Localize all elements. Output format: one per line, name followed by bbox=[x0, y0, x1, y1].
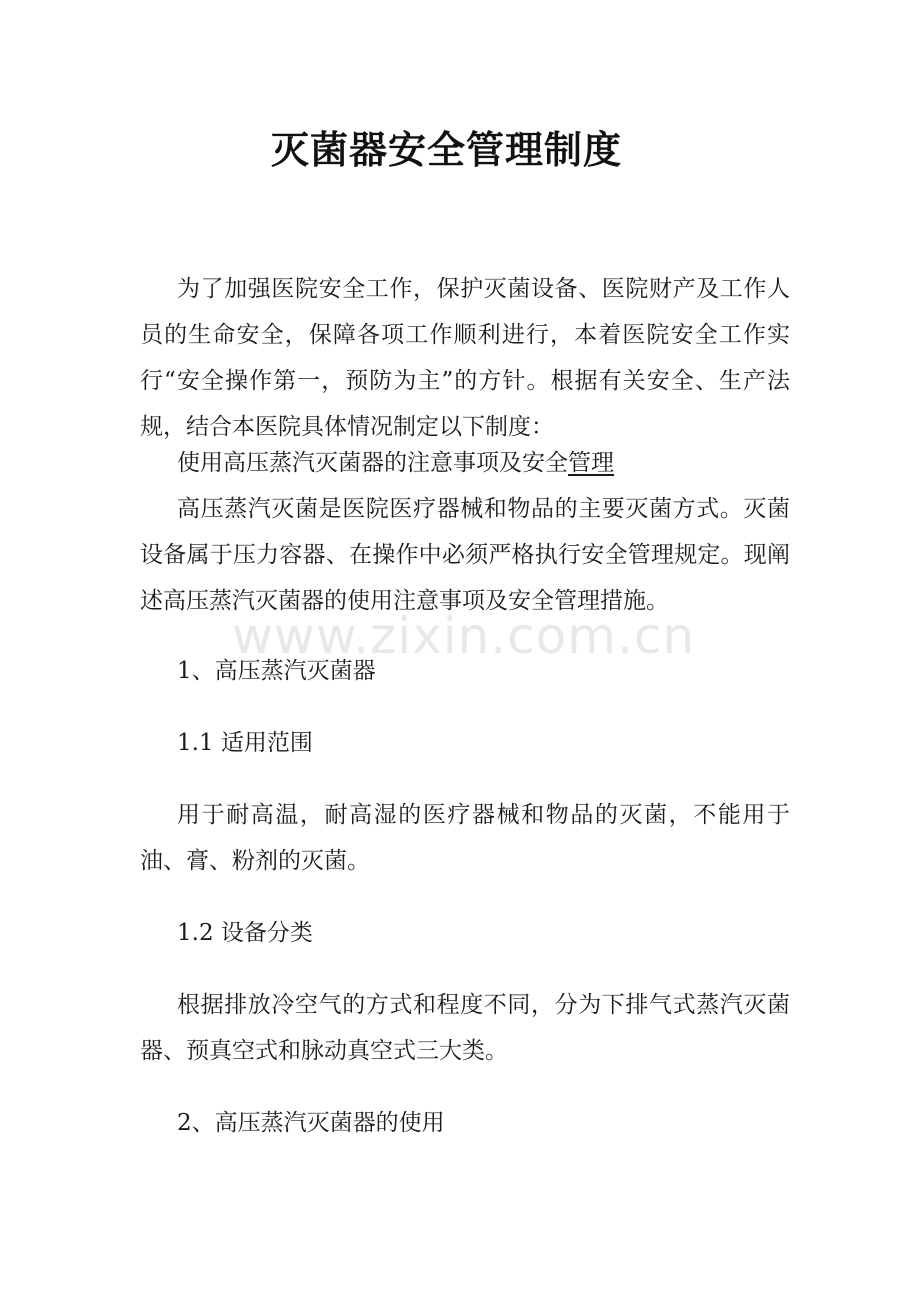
section-1-heading: 1、高压蒸汽灭菌器 bbox=[177, 658, 376, 684]
subtitle-link[interactable]: 管理 bbox=[568, 450, 614, 476]
section-1-1-text: 用于耐高温，耐高湿的医疗器械和物品的灭菌，不能用于油、膏、粉剂的灭菌。 bbox=[140, 802, 790, 874]
paragraph-2: 高压蒸汽灭菌是医院医疗器械和物品的主要灭菌方式。灭菌设备属于压力容器、在操作中必须严格执行安全管理规定。现阐述高压蒸汽灭菌器的使用注意事项及安全管理措施。 bbox=[140, 496, 790, 614]
section-1-2-text: 根据排放冷空气的方式和程度不同，分为下排气式蒸汽灭菌器、预真空式和脉动真空式三大类。 bbox=[140, 992, 790, 1064]
document-title: 灭菌器安全管理制度 bbox=[270, 128, 622, 172]
section-1-1-heading: 1.1 适用范围 bbox=[177, 730, 313, 756]
intro-paragraph: 为了加强医院安全工作，保护灭菌设备、医院财产及工作人员的生命安全，保障各项工作顺利进行，本着医院安全工作实行“安全操作第一，预防为主”的方针。根据有关安全、生产法规，结合本医院具体情况制定以下制度： bbox=[140, 276, 790, 440]
section-1-2-heading: 1.2 设备分类 bbox=[177, 920, 313, 946]
section-2-heading: 2、高压蒸汽灭菌器的使用 bbox=[177, 1110, 445, 1136]
subtitle-prefix: 使用高压蒸汽灭菌器的注意事项及安全 bbox=[177, 450, 568, 476]
watermark: www.zixin.com.cn bbox=[232, 607, 696, 665]
subtitle-line bbox=[177, 440, 797, 486]
